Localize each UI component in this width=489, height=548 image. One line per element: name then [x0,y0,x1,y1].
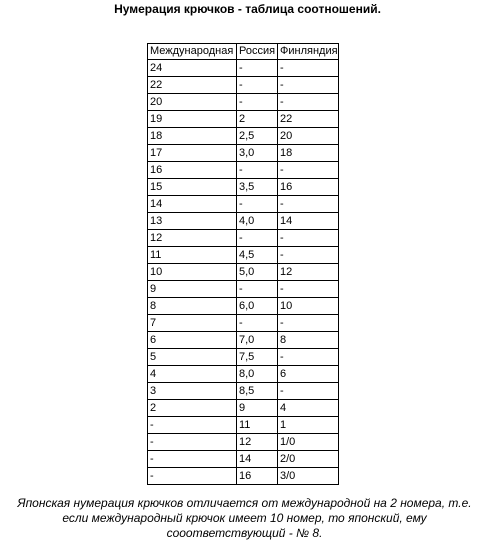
cell-international: 8 [148,298,237,315]
cell-russia: 7,5 [237,349,278,366]
cell-finland: - [278,281,339,298]
header-finland: Финляндия [278,44,339,60]
cell-finland: - [278,60,339,77]
cell-russia: 12 [237,434,278,451]
table-row [148,264,339,281]
table-row [148,94,339,111]
cell-finland: - [278,94,339,111]
hook-size-table [147,43,339,485]
footnote [0,496,489,541]
cell-finland: 18 [278,145,339,162]
cell-russia: - [237,196,278,213]
cell-russia: - [237,315,278,332]
cell-finland: 14 [278,213,339,230]
table-row [148,281,339,298]
cell-finland: 6 [278,366,339,383]
table-row [148,162,339,179]
cell-international: 2 [148,400,237,417]
table-row [148,349,339,366]
cell-international: - [148,468,237,485]
cell-finland: - [278,230,339,247]
cell-international: 7 [148,315,237,332]
cell-finland: 4 [278,400,339,417]
cell-russia: 6,0 [237,298,278,315]
cell-finland: 10 [278,298,339,315]
cell-finland: 3/0 [278,468,339,485]
table-row [148,468,339,485]
cell-finland: 22 [278,111,339,128]
cell-international: 10 [148,264,237,281]
table-row [148,298,339,315]
table-header [148,44,339,60]
cell-finland: 8 [278,332,339,349]
cell-international: 6 [148,332,237,349]
table-row [148,434,339,451]
cell-international: 3 [148,383,237,400]
table-row [148,60,339,77]
table-row [148,315,339,332]
cell-international: 5 [148,349,237,366]
table-row [148,179,339,196]
cell-finland: - [278,349,339,366]
table-row [148,247,339,264]
cell-international: 15 [148,179,237,196]
cell-russia: 7,0 [237,332,278,349]
cell-russia: - [237,77,278,94]
cell-international: 22 [148,77,237,94]
table-row [148,383,339,400]
table-row [148,417,339,434]
table-body [148,60,339,485]
cell-international: - [148,451,237,468]
cell-russia: 3,5 [237,179,278,196]
cell-international: 16 [148,162,237,179]
cell-russia: - [237,94,278,111]
cell-russia: 14 [237,451,278,468]
cell-russia: 16 [237,468,278,485]
cell-international: 9 [148,281,237,298]
cell-finland: - [278,162,339,179]
cell-international: 11 [148,247,237,264]
cell-russia: - [237,60,278,77]
table-row [148,332,339,349]
footnote-line: если международный крючок имеет 10 номер, то японский, ему [62,511,427,525]
cell-russia: 9 [237,400,278,417]
cell-russia: 8,0 [237,366,278,383]
cell-russia: - [237,162,278,179]
cell-russia: - [237,281,278,298]
cell-finland: - [278,383,339,400]
header-international: Международная [148,44,237,60]
cell-international: 12 [148,230,237,247]
cell-russia: 2,5 [237,128,278,145]
cell-finland: - [278,196,339,213]
cell-finland: 20 [278,128,339,145]
footnote-line: Японская нумерация крючков отличается от международной на 2 номера, т.е. [17,496,472,510]
cell-international: 14 [148,196,237,213]
table-row [148,366,339,383]
cell-international: - [148,417,237,434]
table-row [148,128,339,145]
table-row [148,77,339,94]
table-row [148,213,339,230]
cell-international: 24 [148,60,237,77]
cell-international: 19 [148,111,237,128]
cell-russia: 5,0 [237,264,278,281]
cell-russia: 3,0 [237,145,278,162]
cell-russia: 11 [237,417,278,434]
cell-international: 20 [148,94,237,111]
table-row [148,230,339,247]
cell-international: - [148,434,237,451]
cell-finland: 1/0 [278,434,339,451]
cell-international: 13 [148,213,237,230]
cell-russia: 4,0 [237,213,278,230]
cell-international: 4 [148,366,237,383]
table-header-row [148,44,339,60]
table-row [148,451,339,468]
cell-finland: - [278,315,339,332]
cell-finland: 16 [278,179,339,196]
cell-international: 18 [148,128,237,145]
cell-finland: 1 [278,417,339,434]
cell-finland: - [278,247,339,264]
table-row [148,400,339,417]
table-row [148,196,339,213]
page-title: Нумерация крючков - таблица соотношений. [114,2,381,16]
table-row [148,145,339,162]
cell-russia: 2 [237,111,278,128]
footnote-line: сооответствующий - № 8. [166,526,323,540]
cell-russia: 4,5 [237,247,278,264]
cell-finland: 12 [278,264,339,281]
header-russia: Россия [237,44,278,60]
cell-russia: - [237,230,278,247]
table-row [148,111,339,128]
cell-russia: 8,5 [237,383,278,400]
cell-finland: 2/0 [278,451,339,468]
cell-finland: - [278,77,339,94]
cell-international: 17 [148,145,237,162]
